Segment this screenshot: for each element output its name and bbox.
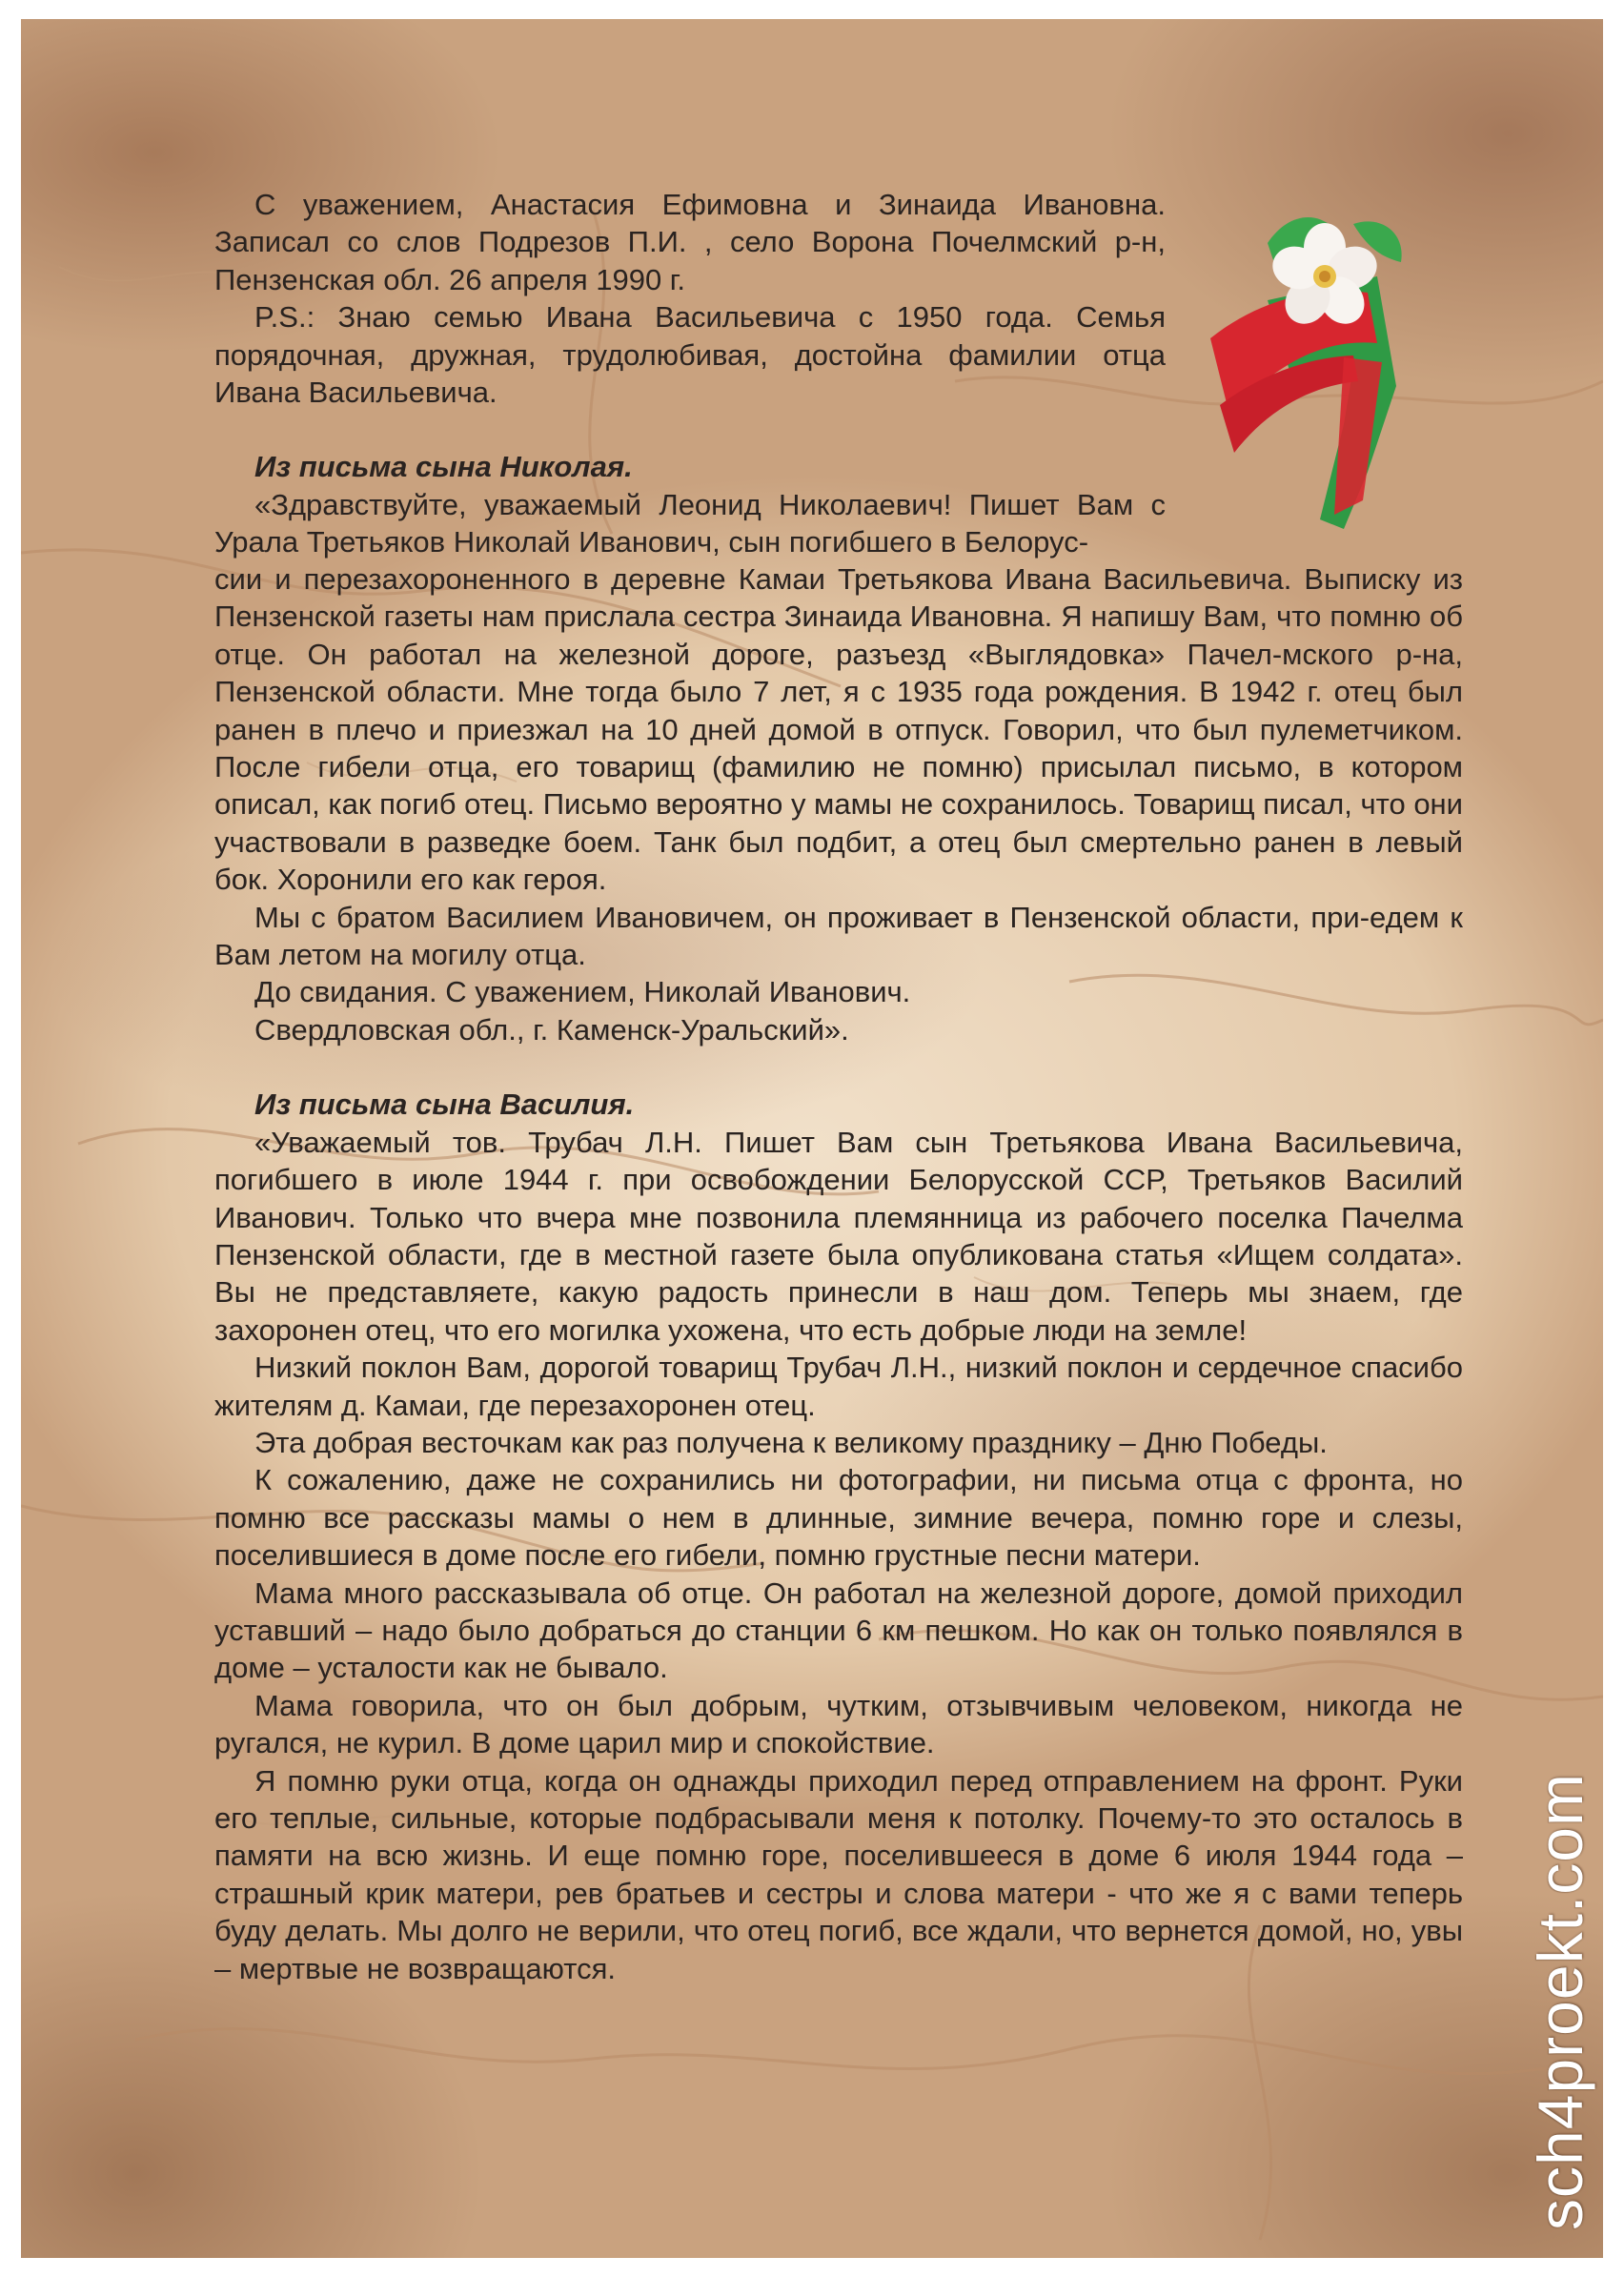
paragraph: К сожалению, даже не сохранились ни фотографии, ни письма отца с фронта, но помню все рассказы мамы о нем в длинные, зимние вечера, помню горе и слезы, поселившиеся в доме после его гибели, помню грустные песни матери. (214, 1463, 1463, 1573)
paragraph: Эта добрая весточкам как раз получена к великому празднику – Дню Победы. (254, 1425, 1328, 1459)
text-block-main (214, 560, 1463, 1987)
paragraph: сии и перезахороненного в деревне Камаи Третьякова Ивана Васильевича. Выписку из Пензенской газеты нам прислала сестра Зинаида Ивановна. Я напишу Вам, что помню об отце. Он работал на железной дороге, разъезд «Выглядовка» Пачел-мского р-на, Пензенской области. Мне тогда было 7 лет, я с 1935 года рождения. В 1942 г. отец был ранен в плечо и приезжал на 10 дней домой в отпуск. Говорил, что был пулеметчиком. После гибели отца, его товарищ (фамилию не помню) присылал письмо, в котором описал, как погиб отец. Письмо вероятно у мамы не сохранилось. Товарищ писал, что они участвовали в разведке боем. Танк был подбит, а отец был смертельно ранен в левый бок. Хоронили его как героя. (214, 562, 1463, 897)
paragraph: С уважением, Анастасия Ефимовна и Зинаида Ивановна. Записал со слов Подрезов П.И. , село Ворона Почелмский р-н, Пензенская обл. 26 апреля 1990 г. (214, 188, 1166, 296)
text-block-top (214, 186, 1166, 561)
site-watermark (1522, 1716, 1598, 2258)
paragraph: Я помню руки отца, когда он однажды приходил перед отправлением на фронт. Руки его теплые, сильные, которые подбрасывали меня к потолку. Почему-то это осталось в памяти на всю жизнь. И еще помню горе, поселившееся в доме 6 июля 1944 года – страшный крик матери, рев братьев и сестры и слова матери - что же я с вами теперь буду делать. Мы долго не верили, что отец погиб, все ждали, что вернется домой, но, увы – мертвые не возвращаются. (214, 1763, 1463, 1985)
spacer (214, 411, 1166, 448)
page-sheet (21, 19, 1603, 2258)
section-heading: Из письма сына Николая. (254, 450, 633, 484)
paragraph: Мама говорила, что он был добрым, чутким, отзывчивым человеком, никогда не ругался, не курил. В доме царил мир и спокойствие. (214, 1688, 1463, 1760)
paragraph: Мы с братом Василием Ивановичем, он проживает в Пензенской области, при-едем к Вам летом на могилу отца. (214, 900, 1463, 972)
spacer (214, 1048, 1463, 1086)
flag-ribbon-flower-emblem (1201, 186, 1420, 539)
paragraph: Свердловская обл., г. Каменск-Уральский». (254, 1012, 849, 1047)
paragraph: Низкий поклон Вам, дорогой товарищ Трубач Л.Н., низкий поклон и сердечное спасибо жителям д. Камаи, где перезахоронен отец. (214, 1351, 1463, 1422)
paragraph: «Уважаемый тов. Трубач Л.Н. Пишет Вам сын Третьякова Ивана Васильевича, погибшего в июле 1944 г. при освобождении Белорусской ССР, Третьяков Василий Иванович. Только что вчера мне позвонила племянница из рабочего поселка Пачелма Пензенской области, где в местной газете была опубликована статья «Ищем солдата». Вы не представляете, какую радость принесли в наш дом. Теперь мы знаем, где захоронен отец, что его могилка ухожена, что есть добрые люди на земле! (214, 1125, 1463, 1347)
paragraph: Мама много рассказывала об отце. Он работал на железной дороге, домой приходил уставший – надо было добраться до станции 6 км пешком. Но как он только появлялся в доме – усталости как не бывало. (214, 1576, 1463, 1685)
paragraph: «Здравствуйте, уважаемый Леонид Николаевич! Пишет Вам с Урала Третьяков Николай Иванович, сын погибшего в Белорус- (214, 487, 1166, 559)
watermark-text: sch4proekt.com (1525, 1773, 1595, 2230)
section-heading: Из письма сына Василия. (254, 1088, 635, 1122)
paragraph: До свидания. С уважением, Николай Иванович. (254, 975, 911, 1009)
paragraph: P.S.: Знаю семью Ивана Васильевича с 1950 года. Семья порядочная, дружная, трудолюбивая, достойна фамилии отца Ивана Васильевича. (214, 300, 1166, 410)
